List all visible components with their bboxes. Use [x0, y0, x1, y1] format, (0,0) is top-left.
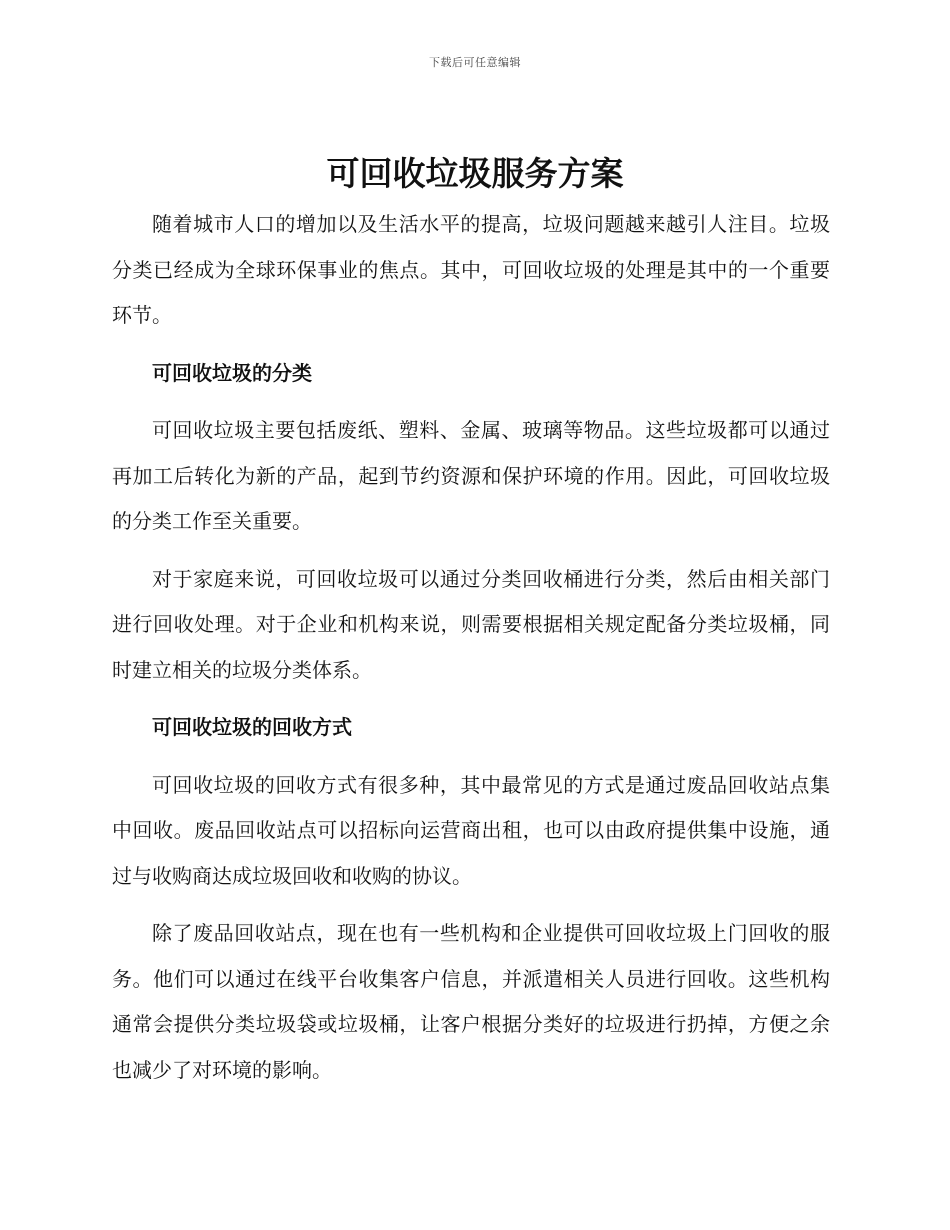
- body-paragraph: 除了废品回收站点，现在也有一些机构和企业提供可回收垃圾上门回收的服务。他们可以通过在线平台收集客户信息，并派遣相关人员进行回收。这些机构通常会提供分类垃圾袋或垃圾桶，让客户根据分类好的垃圾进行扔掉，方便之余也减少了对环境的影响。: [112, 921, 830, 1082]
- body-paragraph: 对于家庭来说，可回收垃圾可以通过分类回收桶进行分类，然后由相关部门进行回收处理。对于企业和机构来说，则需要根据相关规定配备分类垃圾桶，同时建立相关的垃圾分类体系。: [112, 566, 830, 682]
- intro-paragraph: 随着城市人口的增加以及生活水平的提高，垃圾问题越来越引人注目。垃圾分类已经成为全球环保事业的焦点。其中，可回收垃圾的处理是其中的一个重要环节。: [112, 212, 830, 327]
- page-header: 下载后可任意编辑: [429, 56, 521, 69]
- body-paragraph: 可回收垃圾的回收方式有很多种，其中最常见的方式是通过废品回收站点集中回收。废品回收站点可以招标向运营商出租，也可以由政府提供集中设施，通过与收购商达成垃圾回收和收购的协议。: [112, 772, 830, 888]
- document-title: 可回收垃圾服务方案: [326, 154, 624, 193]
- body-paragraph: 可回收垃圾主要包括废纸、塑料、金属、玻璃等物品。这些垃圾都可以通过再加工后转化为新的产品，起到节约资源和保护环境的作用。因此，可回收垃圾的分类工作至关重要。: [112, 418, 830, 533]
- section-heading-recycling-methods: 可回收垃圾的回收方式: [152, 715, 352, 739]
- document-body: [112, 202, 830, 1105]
- section-heading-classification: 可回收垃圾的分类: [152, 360, 312, 385]
